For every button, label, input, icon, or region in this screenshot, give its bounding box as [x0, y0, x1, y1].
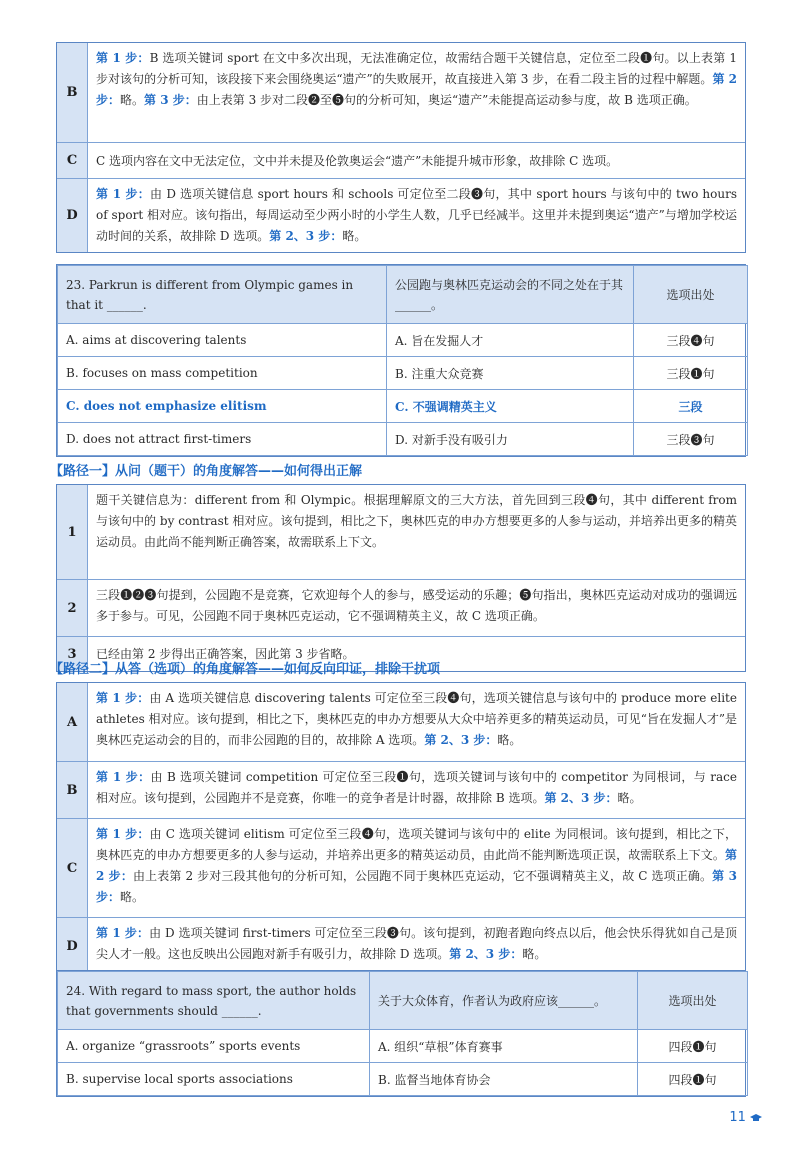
q24-options-table	[57, 971, 748, 1096]
option-label: D	[57, 918, 88, 975]
option-zh: D. 对新手没有吸引力	[387, 423, 634, 456]
step-marker: 第 2、3 步：	[544, 791, 618, 805]
analysis-text: 略。	[120, 890, 145, 904]
path1-step-1	[57, 485, 745, 579]
q24-option-a	[58, 1030, 748, 1063]
q23-option-d	[58, 423, 748, 456]
option-source: 四段❶句	[638, 1063, 748, 1096]
step-marker: 第 1 步：	[96, 51, 150, 65]
step-marker: 第 3 步：	[96, 869, 737, 904]
paragraph-text	[96, 151, 618, 172]
analysis-text: 由 B 选项关键词 competition 可定位至三段❶句，选项关键词与该句中的 competitor 为同根词，与 race 相对应。该句提到，公园跑并不是竞赛，你唯一的竞争者是计时器，故排除 B 选项。	[96, 770, 737, 805]
step-marker: 第 2、3 步：	[449, 947, 523, 961]
step-marker: 第 1 步：	[96, 926, 150, 940]
option-source: 三段❸句	[634, 423, 748, 456]
option-label: A	[57, 683, 88, 761]
step-content	[88, 580, 745, 636]
analysis-text: 略。	[617, 791, 642, 805]
analysis-text: 由上表第 2 步对三段其他句的分析可知，公园跑不同于奥林匹克运动，它不强调精英主义，故 C 选项正确。	[132, 869, 713, 883]
q24-option-b	[58, 1063, 748, 1096]
step-content	[88, 485, 745, 579]
path2-option-c	[57, 818, 745, 917]
option-zh: B. 注重大众竞赛	[387, 357, 634, 390]
top-row-d	[57, 178, 745, 252]
option-analysis	[88, 762, 745, 818]
step-marker: 第 1 步：	[96, 187, 150, 201]
option-analysis	[88, 683, 745, 761]
paragraph-text	[96, 926, 737, 961]
row-label: D	[57, 179, 88, 252]
path1-heading	[50, 460, 362, 479]
analysis-text: 略。	[522, 947, 547, 961]
q23-table	[56, 264, 746, 457]
option-en: B. supervise local sports associations	[58, 1063, 370, 1096]
analysis-text: 由 D 选项关键信息 sport hours 和 schools 可定位至二段❸句，其中 sport hours 与该句中的 two hours of sport 相对应。该句指出，每周运动至少两小时的小学生人数，几乎已经减半。这里并未提到奥运“遗产”与增加学校运动时间的关系，故排除 D 选项。	[96, 187, 737, 243]
paragraph-text	[96, 827, 737, 904]
step-marker: 第 1 步：	[96, 691, 150, 705]
q23-option-a	[58, 324, 748, 357]
paragraph-text	[96, 588, 737, 623]
analysis-text: 略。	[342, 229, 367, 243]
analysis-text: 由上表第 3 步对二段❷至❺句的分析可知，奥运“遗产”未能提高运动参与度，故 B 选项正确。	[196, 93, 697, 107]
option-zh: B. 监督当地体育协会	[370, 1063, 638, 1096]
path2-title: 【路径二】从答（选项）的角度解答——如何反向印证，排除干扰项	[50, 662, 441, 677]
q24-question-zh: 关于大众体育，作者认为政府应该______。	[370, 972, 638, 1030]
step-label: 2	[57, 580, 88, 636]
paragraph-text	[96, 691, 737, 747]
top-row-c	[57, 142, 745, 178]
step-marker: 第 3 步：	[144, 93, 197, 107]
path1-title: 【路径一】从问（题干）的角度解答——如何得出正解	[50, 464, 363, 479]
row-content	[88, 179, 745, 252]
option-analysis	[88, 918, 745, 975]
analysis-text: 略。	[120, 93, 145, 107]
graduation-cap-icon	[750, 1114, 762, 1122]
row-content	[88, 143, 745, 178]
path2-option-a	[57, 683, 745, 761]
paragraph-text	[96, 770, 737, 805]
path2-heading	[50, 658, 440, 677]
analysis-text: 三段❶❷❸句提到，公园跑不是竞赛，它欢迎每个人的参与，感受运动的乐趣；❺句指出，奥林匹克运动对成功的强调远多于参与。可见，公园跑不同于奥林匹克运动，它不强调精英主义，故 C 选项正确。	[96, 588, 737, 623]
step-marker: 第 1 步：	[96, 827, 150, 841]
step-marker: 第 2 步：	[96, 848, 737, 883]
q23-source-header: 选项出处	[634, 266, 748, 324]
top-analysis-table	[56, 42, 746, 253]
option-en: B. focuses on mass competition	[58, 357, 387, 390]
q24-source-header: 选项出处	[638, 972, 748, 1030]
page-number-text: 11	[729, 1110, 746, 1125]
analysis-text: 题干关键信息为：different from 和 Olympic。根据理解原文的三大方法，首先回到三段❹句，其中 different from 与该句中的 by contrast 相对应。该句提到，相比之下，奥林匹克的申办方想要更多的人参与运动，并培养出更多的精英运动员。由此尚不能判断正确答案，故需联系上下文。	[96, 493, 737, 549]
step-label: 3	[57, 637, 88, 671]
q23-option-b	[58, 357, 748, 390]
paragraph-text	[96, 187, 737, 243]
paragraph-text	[96, 51, 737, 107]
option-source: 三段❹句	[634, 324, 748, 357]
analysis-text: B 选项关键词 sport 在文中多次出现，无法准确定位，故需结合题干关键信息，定位至二段❶句。以上表第 1 步对该句的分析可知，该段接下来会围绕奥运“遗产”的失败展开，故直接进入第 3 步，在看二段主旨的过程中解题。	[96, 51, 737, 86]
option-label: C	[57, 819, 88, 917]
path2-option-b	[57, 761, 745, 818]
analysis-text: C 选项内容在文中无法定位，文中并未提及伦敦奥运会“遗产”未能提升城市形象，故排除 C 选项。	[96, 153, 619, 168]
paragraph-text	[96, 493, 737, 549]
row-label: B	[57, 43, 88, 142]
path1-table	[56, 484, 746, 672]
option-label: B	[57, 762, 88, 818]
step-marker: 第 2 步：	[96, 72, 737, 107]
option-analysis	[88, 819, 745, 917]
option-zh: A. 旨在发掘人才	[387, 324, 634, 357]
option-source: 三段	[634, 390, 748, 423]
option-en: A. aims at discovering talents	[58, 324, 387, 357]
q24-question-en: 24. With regard to mass sport, the author holds that governments should ______.	[58, 972, 370, 1030]
path2-table	[56, 682, 746, 976]
option-zh: A. 组织“草根”体育赛事	[370, 1030, 638, 1063]
page-number	[729, 1110, 762, 1125]
option-source: 三段❶句	[634, 357, 748, 390]
step-label: 1	[57, 485, 88, 579]
q24-header-row	[58, 972, 748, 1030]
q23-option-c-correct	[58, 390, 748, 423]
step-marker: 第 2、3 步：	[424, 733, 498, 747]
top-row-b	[57, 43, 745, 142]
analysis-text: 由 A 选项关键信息 discovering talents 可定位至三段❹句，选项关键信息与该句中的 produce more elite athletes 相对应。该句提到，相比之下，奥林匹克的申办方想要从大众中培养更多的精英运动员，可见“旨在发掘人才”是奥林匹克运动会的目的，而非公园跑的目的，故排除 A 选项。	[96, 691, 737, 747]
q24-table	[56, 970, 746, 1097]
option-source: 四段❶句	[638, 1030, 748, 1063]
option-en: C. does not emphasize elitism	[58, 390, 387, 423]
q23-header-row	[58, 266, 748, 324]
q23-question-en: 23. Parkrun is different from Olympic games in that it ______.	[58, 266, 387, 324]
row-label: C	[57, 143, 88, 178]
option-en: D. does not attract first-timers	[58, 423, 387, 456]
option-zh: C. 不强调精英主义	[387, 390, 634, 423]
q23-options-table	[57, 265, 748, 456]
analysis-text: 由 D 选项关键词 first-timers 可定位至三段❸句。该句提到，初跑者跑向终点以后，他会快乐得犹如自己是顶尖人才一般。这也反映出公园跑对新手有吸引力，故排除 D 选项。	[96, 926, 737, 961]
analysis-text: 已经由第 2 步得出正确答案，因此第 3 步省略。	[96, 647, 355, 661]
path1-step-2	[57, 579, 745, 636]
option-en: A. organize “grassroots” sports events	[58, 1030, 370, 1063]
step-marker: 第 1 步：	[96, 770, 151, 784]
analysis-text: 略。	[497, 733, 522, 747]
q23-question-zh: 公园跑与奥林匹克运动会的不同之处在于其______。	[387, 266, 634, 324]
analysis-text: 由 C 选项关键词 elitism 可定位至三段❹句，选项关键词与该句中的 elite 为同根词。该句提到，相比之下，奥林匹克的申办方想要更多的人参与运动，并培养出更多的精英运动员，由此尚不能判断选项正误，故需联系上下文。	[96, 827, 737, 862]
row-content	[88, 43, 745, 142]
path2-option-d	[57, 917, 745, 975]
step-marker: 第 2、3 步：	[269, 229, 343, 243]
